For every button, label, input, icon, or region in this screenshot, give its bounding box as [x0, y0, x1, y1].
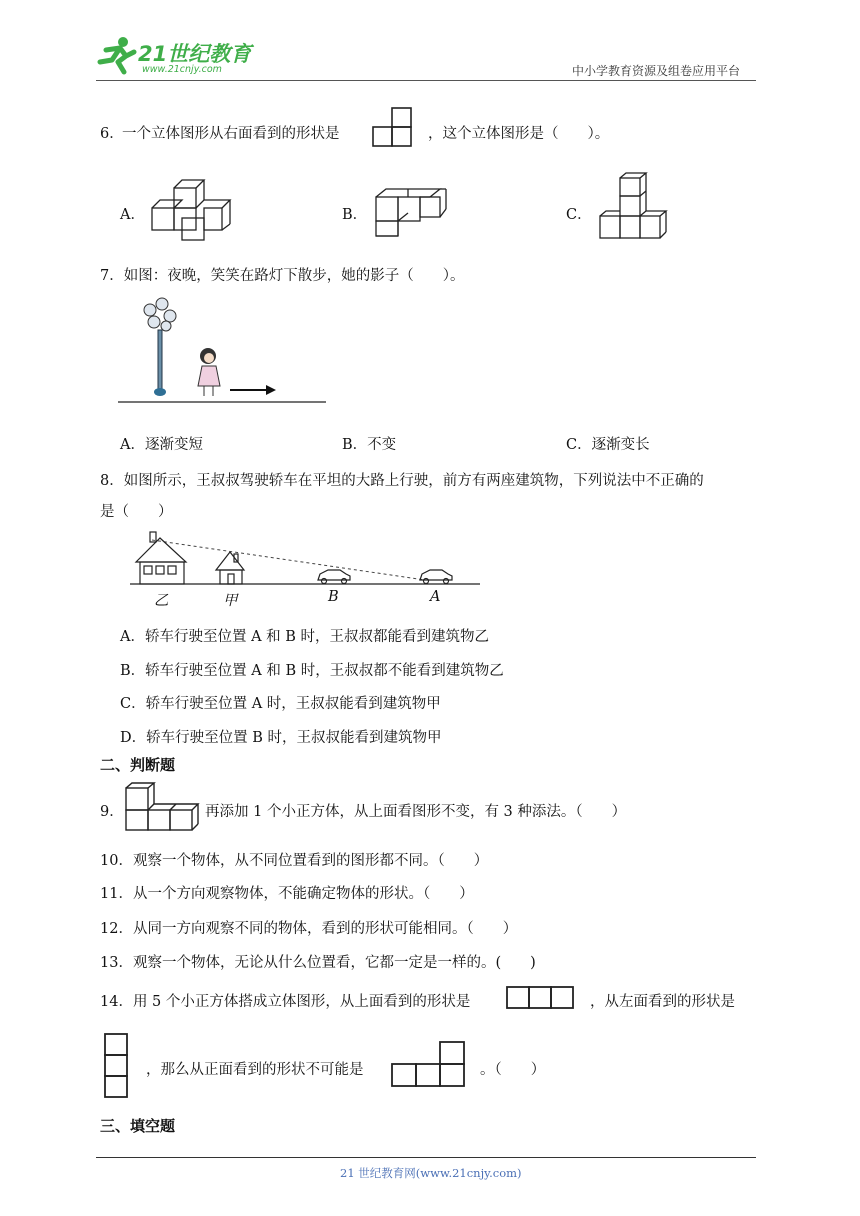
- q11-text: 11．从一个方向观察物体，不能确定物体的形状。（ ）: [100, 886, 474, 902]
- q6-option-b-figure: [374, 187, 448, 237]
- q8-road-figure: [130, 530, 480, 614]
- header-logo: [96, 36, 266, 80]
- q6-option-c-figure: [600, 172, 672, 240]
- q14-front-view-figure: [390, 1040, 468, 1090]
- q7-option-a: A．逐渐变短: [120, 437, 203, 453]
- q13-text: 13．观察一个物体，无论从什么位置看，它都一定是一样的。( ): [100, 955, 536, 971]
- car-b-icon: [318, 570, 350, 584]
- q14-line1-b: ，从左面看到的形状是: [590, 994, 735, 1010]
- q8-label-b: B: [328, 589, 339, 605]
- section-title-judgement: 二、判断题: [100, 756, 176, 774]
- q8-label-yi: 乙: [154, 593, 169, 609]
- q6-text-b: ，这个立体图形是（ ）。: [428, 126, 610, 142]
- footer-rule: [96, 1157, 756, 1158]
- header-rule: [96, 80, 756, 81]
- q7-text: 7．如图：夜晚，笑笑在路灯下散步，她的影子（ ）。: [100, 268, 465, 284]
- q14-top-view-figure: [506, 985, 576, 1011]
- q9-text: 再添加 1 个小正方体，从上面看图形不变，有 3 种添法。（ ）: [205, 804, 627, 820]
- q7-streetlamp-figure: [118, 296, 330, 406]
- q6-option-b-label: B．: [342, 207, 368, 223]
- q6-text-a: 一个立体图形从右面看到的形状是: [122, 126, 340, 142]
- q8-label-a: A: [430, 589, 441, 605]
- q14-left-view-figure: [104, 1032, 130, 1100]
- q6-option-c-label: C．: [566, 207, 592, 223]
- q9-cube-figure: [124, 782, 202, 832]
- q8-option-d: D．轿车行驶至位置 B 时，王叔叔能看到建筑物甲: [120, 730, 442, 746]
- arrow-right-icon: [230, 385, 276, 395]
- logo-text: 21世纪教育: [138, 42, 252, 66]
- q14-line2-b: 。（ ）: [480, 1062, 546, 1078]
- q8-option-b: B．轿车行驶至位置 A 和 B 时，王叔叔都不能看到建筑物乙: [120, 663, 504, 679]
- streetlamp-icon: [144, 298, 176, 396]
- building-jia-icon: [216, 552, 244, 584]
- q9-number: 9．: [100, 804, 124, 820]
- header-platform-text: 中小学教育资源及组卷应用平台: [572, 64, 741, 78]
- q8-line1: 8．如图所示，王叔叔驾驶轿车在平坦的大路上行驶，前方有两座建筑物，下列说法中不正确的: [100, 473, 704, 489]
- q10-text: 10．观察一个物体，从不同位置看到的图形都不同。（ ）: [100, 853, 489, 869]
- footer-text: 21 世纪教育网(www.21cnjy.com): [340, 1166, 522, 1180]
- q14-line1-a: 14．用 5 个小正方体搭成立体图形，从上面看到的形状是: [100, 994, 471, 1010]
- q12-text: 12．从同一方向观察不同的物体，看到的形状可能相同。（ ）: [100, 921, 518, 937]
- runner-logo-icon: [96, 36, 136, 76]
- q7-option-c: C．逐渐变长: [566, 437, 650, 453]
- car-a-icon: [420, 570, 452, 584]
- q6-right-view-figure: [372, 107, 414, 147]
- logo-url: www.21cnjy.com: [142, 64, 222, 75]
- section-title-fill-in: 三、填空题: [100, 1117, 176, 1135]
- q8-line2: 是（ ）: [100, 504, 173, 520]
- q6-option-a-figure: [150, 180, 230, 240]
- q7-option-b: B．不变: [342, 437, 397, 453]
- q8-label-jia: 甲: [223, 593, 238, 609]
- building-yi-icon: [136, 532, 186, 584]
- girl-icon: [198, 348, 220, 396]
- q14-line2-a: ，那么从正面看到的形状不可能是: [146, 1062, 364, 1078]
- q8-option-a: A．轿车行驶至位置 A 和 B 时，王叔叔都能看到建筑物乙: [120, 629, 490, 645]
- q8-option-c: C．轿车行驶至位置 A 时，王叔叔能看到建筑物甲: [120, 696, 441, 712]
- q6-number: 6．: [100, 126, 124, 142]
- q6-option-a-label: A．: [120, 207, 145, 223]
